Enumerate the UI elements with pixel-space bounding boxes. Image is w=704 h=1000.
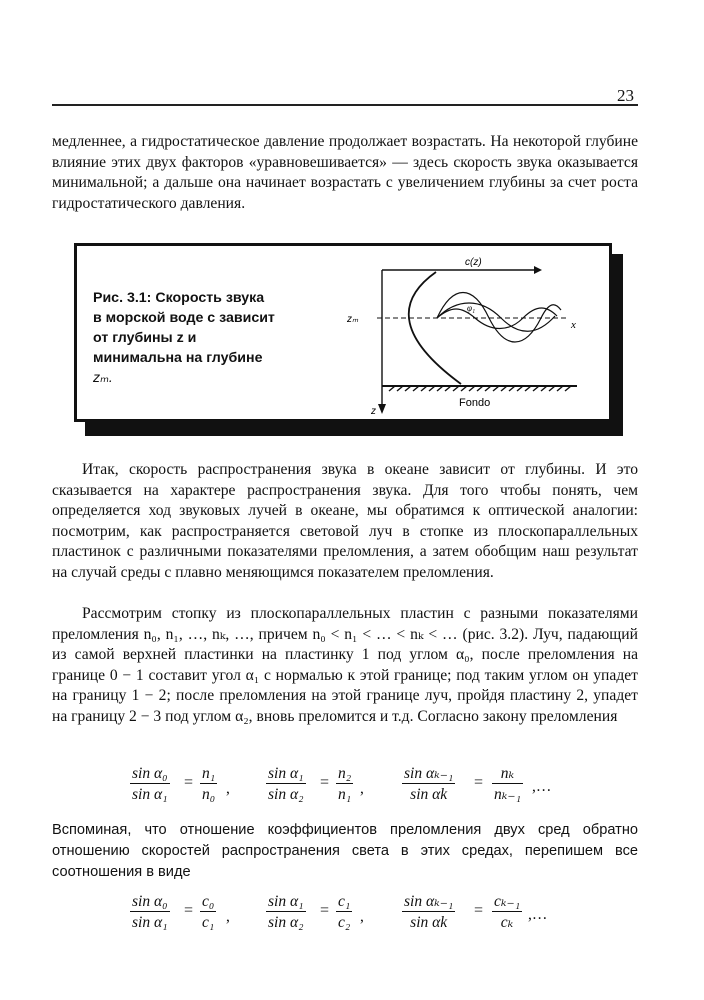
fraction: $\frac{\text{sin α₁}}{\text{sin α₂}}$: [268, 765, 304, 803]
fraction: $\frac{\text{sin α₁}}{\text{sin α₂}}$: [268, 893, 304, 931]
c-axis-arrow: [534, 266, 542, 274]
x-axis-label: x: [571, 319, 576, 331]
equals-sign: =: [320, 902, 330, 919]
equals-sign: =: [184, 902, 194, 919]
fraction: $\frac{\text{nₖ}}{\text{nₖ₋₁}}$: [494, 765, 521, 803]
equals-sign: =: [474, 902, 484, 919]
fraction: $\frac{\text{n₁}}{\text{n₀}}$: [202, 765, 216, 803]
equals-sign: =: [320, 774, 330, 791]
z-axis-arrow: [378, 404, 386, 414]
sound-ray: [437, 293, 561, 343]
sound-speed-diagram: [341, 246, 603, 419]
paragraph-2: Итак, скорость распространения звука в океане зависит от глубины. И это сказывается на характере распространения звука. Для того чтобы понять, чем определяется ход звуковых лучей в океане, мы обратимся к оптической аналогии: посмотрим, как распространяется световой луч в стопке из плоскопараллельных пластинок с различными показателями преломления, а затем обобщим наш результат на случай среды с плавно меняющимся показателем преломления.: [52, 461, 638, 581]
paragraph-4: Вспоминая, что отношение коэффициентов преломления двух сред обратно отношению скоростей распространения света в этих средах, перепишем все соотношения в виде: [52, 822, 638, 880]
fraction: $\frac{\text{n₂}}{\text{n₁}}$: [338, 765, 352, 803]
figure-3-1: [74, 243, 612, 422]
z-axis-label: z: [371, 406, 376, 417]
equals-sign: =: [474, 774, 484, 791]
paragraph-3: Рассмотрим стопку из плоскопараллельных пластин с разными показателями преломления n₀, n₁, …, nₖ, …, причем n₀ < n₁ < … < nₖ < … (рис. 3.2). Луч, падающий из самой верхней пластинки на пластинку 1 под углом α₀, после преломления на границе 0 − 1 составит угол α₁ с нормалью к этой границе; под таким углом он упадет на границу 1 − 2; после преломления на этой границе луч, пройдя пластину 2, упадет на границу 2 − 3 под углом α₂, вновь преломится и т.д. Согласно закону преломления: [52, 605, 638, 725]
fraction: $\frac{\text{c₁}}{\text{c₂}}$: [338, 893, 351, 931]
figure-caption: [93, 288, 323, 388]
fraction: $\frac{\text{cₖ₋₁}}{\text{cₖ}}$: [494, 893, 521, 931]
fraction: $\frac{\text{c₀}}{\text{c₁}}$: [202, 893, 215, 931]
comma: ,: [360, 908, 364, 925]
paragraph-1: медленнее, а гидростатическое давление продолжает возрастать. На некоторой глубине влияние этих двух факторов «уравновешивается» — здесь скорость звука оказывается минимальной; а дальше она начинает возрастать с увеличением глубины за счет роста гидростатического давления.: [52, 133, 638, 212]
fraction: $\frac{\text{sin αₖ₋₁}}{\text{sin αk}}$: [404, 893, 454, 931]
ellipsis: ,…: [528, 906, 548, 923]
caption-line: zₘ.: [93, 370, 113, 386]
equals-sign: =: [184, 774, 194, 791]
caption-line: от глубины z и: [93, 330, 197, 346]
velocity-formulas: [0, 892, 704, 942]
comma: ,: [226, 908, 230, 925]
refraction-formulas: [0, 764, 704, 814]
caption-line: в морской воде c зависит: [93, 310, 275, 326]
phi-label: φ₁: [467, 303, 476, 313]
fraction: $\frac{\text{sin α₀}}{\text{sin α₁}}$: [132, 765, 168, 803]
sound-speed-profile: [409, 272, 461, 384]
page-number: 23: [617, 86, 634, 105]
ellipsis: ,…: [532, 778, 552, 795]
zm-label: zₘ: [347, 314, 359, 325]
comma: ,: [226, 780, 230, 797]
sound-ray: [437, 303, 555, 331]
header-rule: [52, 104, 638, 106]
fraction: $\frac{\text{sin αₖ₋₁}}{\text{sin αk}}$: [404, 765, 454, 803]
caption-line: минимальна на глубине: [93, 350, 263, 366]
fondo-label: Fondo: [459, 397, 491, 409]
caption-line: Рис. 3.1: Скорость звука: [93, 290, 265, 306]
c-axis-label: c(z): [465, 257, 482, 268]
comma: ,: [360, 780, 364, 797]
fraction: $\frac{\text{sin α₀}}{\text{sin α₁}}$: [132, 893, 168, 931]
